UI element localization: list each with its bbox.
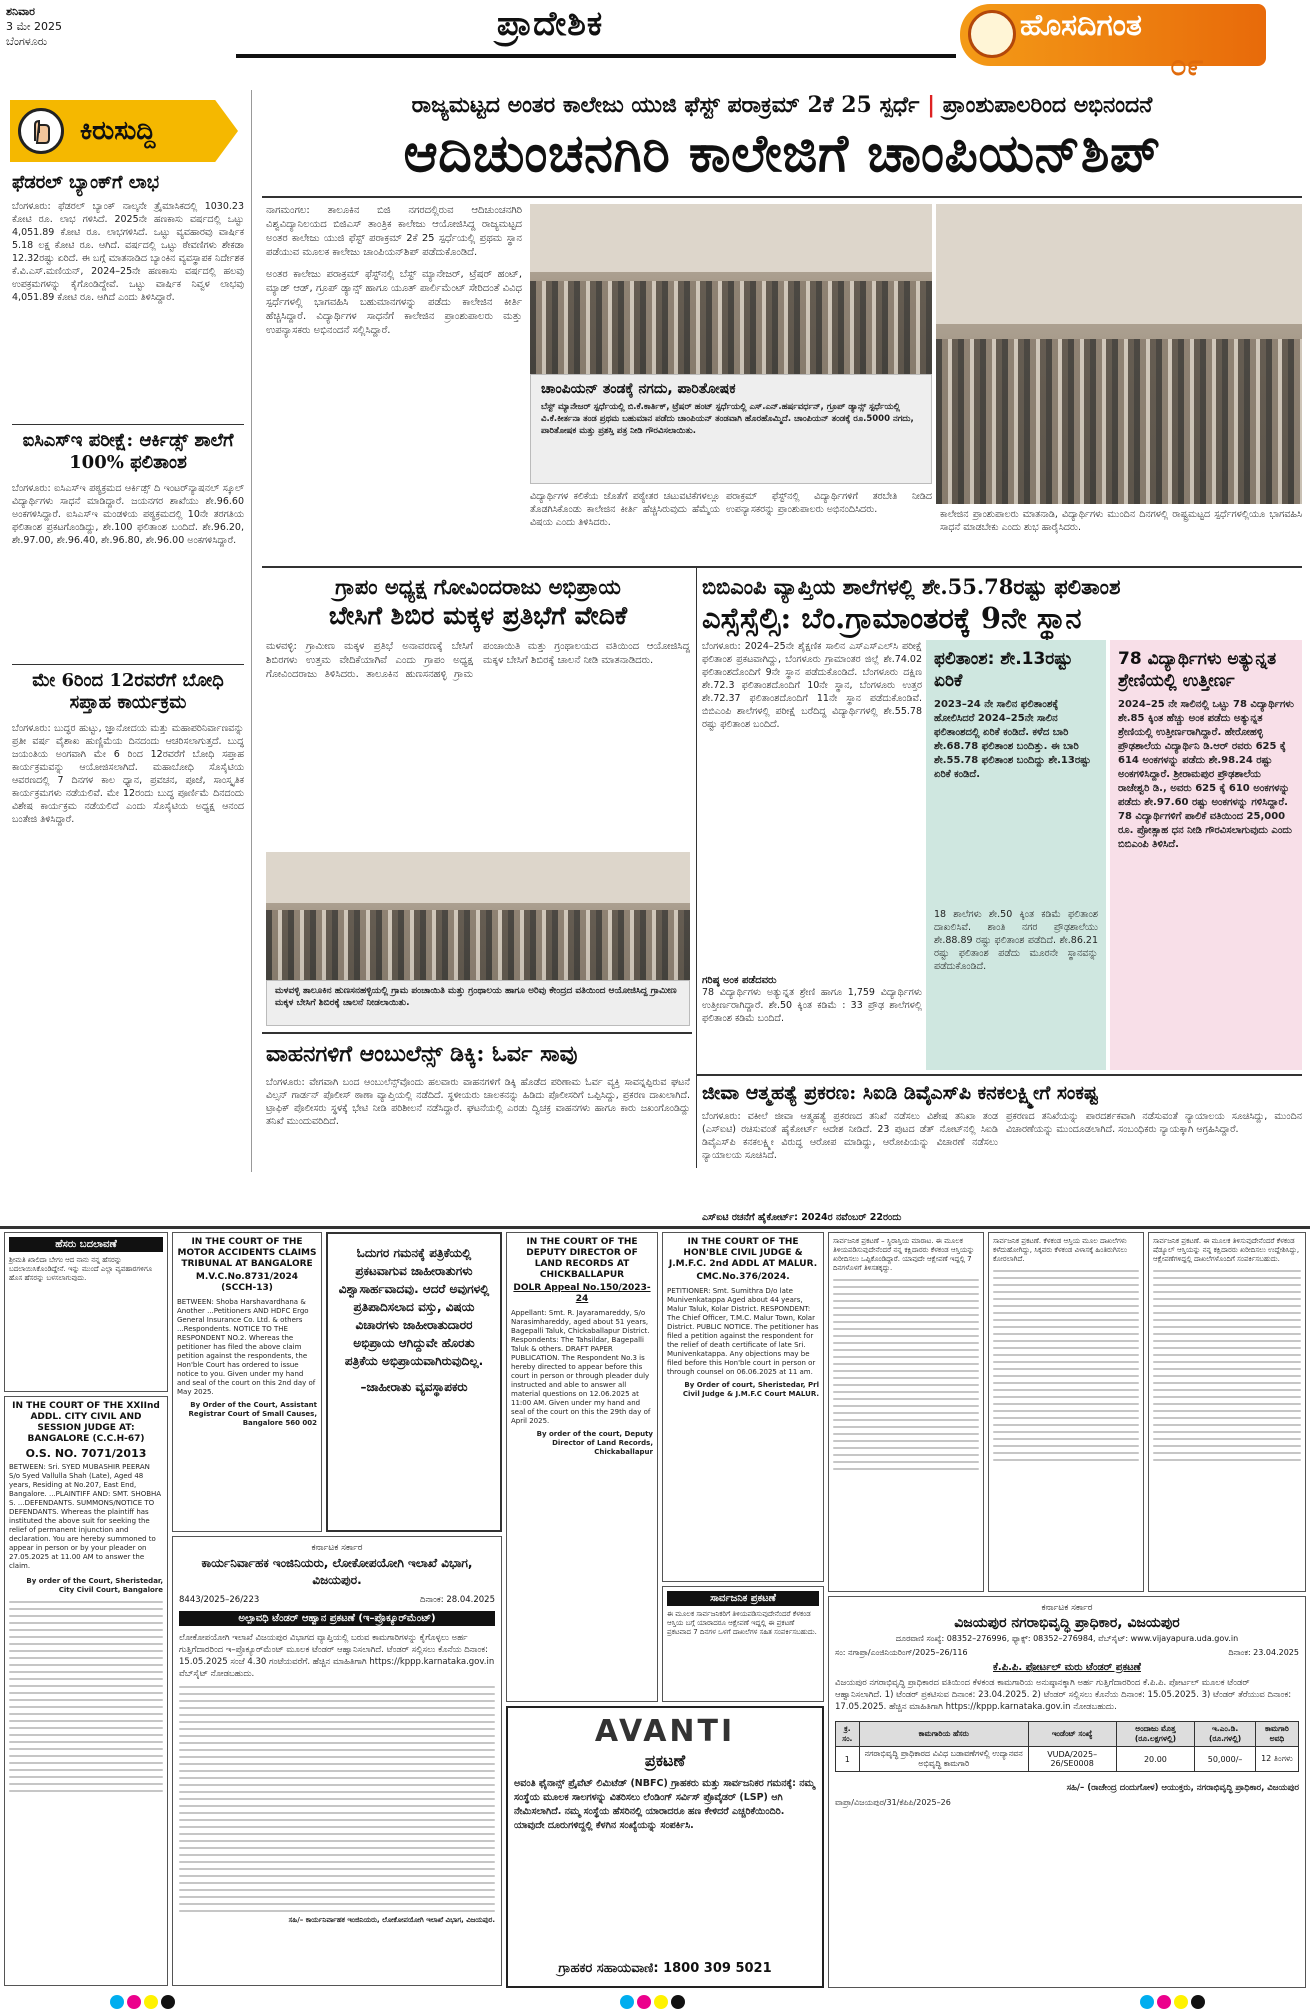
section-title: ಪ್ರಾದೇಶಿಕ bbox=[496, 4, 604, 44]
paper-logo-icon bbox=[968, 10, 1016, 58]
brief-body: ಬೆಂಗಳೂರು: ಬುದ್ಧರ ಹುಟ್ಟು, ಜ್ಞಾನೋದಯ ಮತ್ತು ಮಹಾಪರಿನಿರ್ವಾಣವನ್ನು ಪ್ರತೀ ವರ್ಷ ವೈಶಾಖ ಹುಣ್ಣಿಮೆಯ ದಿನದಂದು ಆಚರಿಸಲಾಗುತ್ತದೆ. ಬುದ್ಧ ಜಯಂತಿಯ ಅಂಗವಾಗಿ ಮೇ 6 ರಿಂದ 12ರವರೆಗೆ ಬೋಧಿ ಸಪ್ತಾಹ ಕಾರ್ಯಕ್ರಮವನ್ನು ಆಯೋಜಿಸಲಾಗಿದೆ. ಮಹಾಬೋಧಿ ಸೊಸೈಟಿಯ ಆವರಣದಲ್ಲಿ 7 ದಿನಗಳ ಕಾಲ ಧ್ಯಾನ, ಪ್ರವಚನ, ಪೂಜೆ, ಸಾಂಸ್ಕೃತಿಕ ಕಾರ್ಯಕ್ರಮಗಳು ನಡೆಯಲಿವೆ. ಮೇ 12ರಂದು ಬುದ್ಧ ಪೂರ್ಣಿಮೆ ದಿನದಂದು ವಿಶೇಷ ಕಾರ್ಯಕ್ರಮ ನಡೆಯಲಿದೆ ಎಂದು ಸೊಸೈಟಿಯ ಅಧ್ಯಕ್ಷ ಆನಂದ ಬಂತೇಜಿ ತಿಳಿಸಿದ್ದಾರೆ. bbox=[12, 723, 244, 825]
lead-body-3: ವಿದ್ಯಾರ್ಥಿಗಳ ಕಲಿಕೆಯ ಜೊತೆಗೆ ಪಠ್ಯೇತರ ಚಟುವಟಿಕೆಗಳಲ್ಲೂ ತೊಡಗಿಸಿಕೊಂಡು ಕಾಲೇಜಿನ ಕೀರ್ತಿ ಹೆಚ್ಚಿಸಿರುವುದು ಹೆಮ್ಮೆಯ ವಿಷಯ ಎಂದು ತಿಳಿಸಿದರು. bbox=[530, 491, 720, 528]
ad-body: PETITIONER: Smt. Sumithra D/o late Munivenkatappa Aged about 44 years, Malur Taluk, Kolar District. RESPONDENT: The Chief Officer, T.M.C. Malur Town, Kolar District. PUBLIC NOTICE. The petitioner has filed a petition against the respondent for the relief of death certificate of late Sri. Munivenkatappa. Any objections may be filed before this Hon'ble court in person or through counsel on 06.06.2025 at 11 am. bbox=[667, 1287, 819, 1376]
camp-headline-1: ಗ್ರಾಪಂ ಅಧ್ಯಕ್ಷ ಗೋವಿಂದರಾಜು ಅಭಿಪ್ರಾಯ bbox=[335, 574, 621, 599]
table-header: ಕ್ರ. ಸಂ. bbox=[836, 1722, 860, 1747]
ad-footer: ವಾಪ್ರಾ/ವಿಜಯಪುರ/31/ಕೆಪಿಪಿ/2025–26 bbox=[835, 1798, 951, 1807]
ad-public-notice bbox=[662, 1586, 824, 1702]
lead-photo-caption bbox=[530, 374, 932, 484]
divider bbox=[696, 568, 697, 1168]
helpline-number: 1800 309 5021 bbox=[663, 1961, 772, 1976]
table-cell: 1 bbox=[836, 1747, 860, 1772]
ad-gov: ಕರ್ನಾಟಕ ಸರ್ಕಾರ bbox=[1041, 1603, 1093, 1613]
table-cell: 20.00 bbox=[1116, 1747, 1195, 1772]
table-header: ಕಾಮಗಾರಿ ಅವಧಿ bbox=[1255, 1722, 1298, 1747]
dateline bbox=[6, 4, 236, 49]
ad-name-change bbox=[4, 1232, 168, 1392]
ad-phone: ದೂರವಾಣಿ ಸಂಖ್ಯೆ: 08352–276996, ಫ್ಯಾಕ್ಸ್: 08352–276984, ವೆಬ್‌ಸೈಟ್: www.vijayapura.uda.gov.in bbox=[895, 1634, 1239, 1643]
masthead bbox=[0, 0, 1310, 86]
ad-body: ಸಾರ್ವಜನಿಕ ಪ್ರಕಟಣೆ – ಸ್ಥಿರಾಸ್ತಿಯ ಮಾರಾಟ. ಈ ಮೂಲಕ ತಿಳಿಯಪಡಿಸುವುದೇನೆಂದರೆ ನನ್ನ ಕಕ್ಷಿದಾರರು ಕೆಳಕಂಡ ಆಸ್ತಿಯನ್ನು ಖರೀದಿಸಲು ಒಪ್ಪಿಕೊಂಡಿದ್ದಾರೆ. ಯಾವುದೇ ಆಕ್ಷೇಪಣೆ ಇದ್ದಲ್ಲಿ 7 ದಿನಗಳೊಳಗೆ ತಿಳಿಸತಕ್ಕದ್ದು. bbox=[833, 1237, 975, 1272]
brief-headline: ಫೆಡರಲ್ ಬ್ಯಾಂಕ್‌ಗೆ ಲಾಭ bbox=[12, 172, 160, 193]
ad-date: ದಿನಾಂಕ: 28.04.2025 bbox=[419, 1595, 495, 1605]
ad-body: ಈ ಮೂಲಕ ಸಾರ್ವಜನಿಕರಿಗೆ ತಿಳಿಯಪಡಿಸುವುದೇನೆಂದರೆ ಕೆಳಕಂಡ ಆಸ್ತಿಯ ಬಗ್ಗೆ ಯಾರಾದರೂ ಆಕ್ಷೇಪಣೆ ಇದ್ದಲ್ಲಿ ಈ ಪ್ರಕಟಣೆ ಪ್ರಕಟವಾದ 7 ದಿನಗಳ ಒಳಗೆ ದಾಖಲೆಗಳ ಸಹಿತ ಸಂಪರ್ಕಿಸಬಹುದು. bbox=[667, 1610, 817, 1636]
registration-marks bbox=[110, 1994, 190, 2010]
ad-reader-notice bbox=[326, 1232, 502, 1532]
lead-photo-2 bbox=[936, 204, 1302, 504]
ad-signoff: By order of the Court, Sheristedar, City Civil Court, Bangalore bbox=[26, 1577, 163, 1594]
ad-body: ಸಾರ್ವಜನಿಕ ಪ್ರಕಟಣೆ. ಕೆಳಕಂಡ ಆಸ್ತಿಯ ಮೂಲ ದಾಖಲೆಗಳು ಕಳೆದುಹೋಗಿದ್ದು, ಸಿಕ್ಕವರು ಕೆಳಕಂಡ ವಿಳಾಸಕ್ಕೆ ಹಿಂತಿರುಗಿಸಲು ಕೋರಲಾಗಿದೆ. bbox=[993, 1237, 1128, 1263]
bbmp-headline-block bbox=[702, 574, 1302, 636]
ad-malur bbox=[662, 1232, 824, 1582]
brief-item bbox=[12, 172, 244, 425]
table-cell: 50,000/– bbox=[1195, 1747, 1256, 1772]
result-green-title: ಫಲಿತಾಂಶ: ಶೇ.13ರಷ್ಟು ಏರಿಕೆ bbox=[934, 649, 1073, 691]
divider bbox=[696, 1074, 1302, 1076]
ad-title: ಪ್ರಕಟಣೆ bbox=[644, 1751, 686, 1770]
ad-title: IN THE COURT OF THE XXIInd ADDL. CITY CIVIL AND SESSION JUDGE AT: BANGALORE (C.C.H-67) bbox=[12, 1401, 160, 1444]
ad-body: ಅವಂತಿ ಫೈನಾನ್ಸ್ ಪ್ರೈವೆಟ್ ಲಿಮಿಟೆಡ್ (NBFC) ಗ್ರಾಹಕರು ಮತ್ತು ಸಾರ್ವಜನಿಕರ ಗಮನಕ್ಕೆ: ನಮ್ಮ ಸಂಸ್ಥೆಯ ಮೂಲಕ ಸಾಲಗಳನ್ನು ವಿತರಿಸಲು ಲೆಂಡಿಂಗ್ ಸರ್ವಿಸ್ ಪ್ರೊವೈಡರ್ (LSP) ಆಗಿ ನೇಮಿಸಲಾಗಿದೆ. ನಮ್ಮ ಸಂಸ್ಥೆಯ ಹೆಸರಿನಲ್ಲಿ ಯಾರಾದರೂ ಹಣ ಕೇಳಿದರೆ ಎಚ್ಚರಿಕೆಯಿಂದಿರಿ. ಯಾವುದೇ ದೂರುಗಳಿದ್ದಲ್ಲಿ ಕೆಳಗಿನ ಸಂಖ್ಯೆಯನ್ನು ಸಂಪರ್ಕಿಸಿ. bbox=[514, 1778, 815, 1831]
city-label: ಬೆಂಗಳೂರು bbox=[6, 35, 48, 48]
lead-body-4: ಪರಾಕ್ರಮ್ ಫೆಸ್ಟ್‌ನಲ್ಲಿ ವಿದ್ಯಾರ್ಥಿಗಳಿಗೆ ತರಬೇತಿ ನೀಡಿದ ಉಪನ್ಯಾಸಕರನ್ನು ಪ್ರಾಂಶುಪಾಲರು ಅಭಿನಂದಿಸಿದರು. bbox=[726, 491, 932, 515]
lead-body-text: ನಾಗಮಂಗಲ: ತಾಲೂಕಿನ ಬಿಜಿ ನಗರದಲ್ಲಿರುವ ಆದಿಚುಂಚನಗಿರಿ ವಿಶ್ವವಿದ್ಯಾನಿಲಯದ ಬಿಜಿಎಸ್ ತಾಂತ್ರಿಕ ಕಾಲೇಜು ಆಯೋಜಿಸಿದ್ದ ರಾಜ್ಯಮಟ್ಟದ ಅಂತರ ಕಾಲೇಜು ಯುಜಿ ಫೆಸ್ಟ್ ಪರಾಕ್ರಮ್ 2ಕೆ 25 ಸ್ಪರ್ಧೆಯಲ್ಲಿ ಪ್ರಥಮ ಸ್ಥಾನ ಪಡೆಯುವ ಮೂಲಕ ಕಾಲೇಜು ಚಾಂಪಿಯನ್‌ಶಿಪ್ ಪಡೆದುಕೊಂಡಿದೆ. bbox=[266, 205, 522, 258]
table-header-row bbox=[836, 1722, 1299, 1747]
ad-case: DOLR Appeal No.150/2023-24 bbox=[513, 1283, 651, 1304]
result-pink-body: 2024–25 ನೇ ಸಾಲಿನಲ್ಲಿ ಒಟ್ಟು 78 ವಿದ್ಯಾರ್ಥಿಗಳು ಶೇ.85 ಕ್ಕಿಂತ ಹೆಚ್ಚು ಅಂಕ ಪಡೆದು ಅತ್ಯುನ್ನತ ಶ್ರೇಣಿಯಲ್ಲಿ ಉತ್ತೀರ್ಣರಾಗಿದ್ದಾರೆ. ಹೇರೋಹಳ್ಳಿ ಪ್ರೌಢಶಾಲೆಯ ವಿದ್ಯಾರ್ಥಿನಿ ಡಿ.ಆರ್ ರವರು 625 ಕ್ಕೆ 614 ಅಂಕಗಳನ್ನು ಪಡೆದು ಶೇ.98.24 ರಷ್ಟು ಅಂಕಗಳಿಸಿದ್ದಾರೆ. ಶ್ರೀರಾಮಪುರ ಪ್ರೌಢಶಾಲೆಯ ರಾಜೇಶ್ವರಿ ಡಿ., ಅವರು 625 ಕ್ಕೆ 610 ಅಂಕಗಳನ್ನು ಪಡೆದು ಶೇ.97.60 ರಷ್ಟು ಅಂಕಗಳನ್ನು ಗಳಿಸಿದ್ದಾರೆ. 78 ವಿದ್ಯಾರ್ಥಿಗಳಿಗೆ ಪಾಲಿಕೆ ವತಿಯಿಂದ 25,000 ರೂ. ಪ್ರೋತ್ಸಾಹ ಧನ ನೀಡಿ ಗೌರವಿಸಲಾಗುವುದು ಎಂದು ಬಿಬಿಎಂಪಿ ತಿಳಿಸಿದೆ. bbox=[1118, 699, 1294, 850]
ad-ref: ಸಂ: ನಗಾಪ್ರಾ/ಎಂಜಿನಿಯರಿಂಗ್/2025–26/116 bbox=[835, 1648, 968, 1657]
table-cell: ನಗರಾಭಿವೃದ್ಧಿ ಪ್ರಾಧಿಕಾರದ ವಿವಿಧ ಬಡಾವಣೆಗಳಲ್ಲಿ ಉದ್ಯಾನವನ ಅಭಿವೃದ್ಧಿ ಕಾಮಗಾರಿ bbox=[859, 1747, 1028, 1772]
avanti-logo: AVANTI bbox=[594, 1714, 736, 1749]
bbmp-body-2: 78 ವಿದ್ಯಾರ್ಥಿಗಳು ಅತ್ಯುನ್ನತ ಶ್ರೇಣಿ ಹಾಗೂ 1,759 ವಿದ್ಯಾರ್ಥಿಗಳು ಉತ್ತೀರ್ಣರಾಗಿದ್ದಾರೆ. ಶೇ.50 ಕ್ಕಿಂತ ಕಡಿಮೆ : 33 ಪ್ರೌಢ ಶಾಲೆಗಳಲ್ಲಿ ಫಲಿತಾಂಶ ಕಡಿಮೆ ಬಂದಿದೆ. bbox=[702, 987, 922, 1024]
ad-body: Appellant: Smt. R. Jayaramareddy, S/o Narasimhareddy, aged about 51 years, Bagepalli Taluk, Chickaballapur District. Respondents: The Tahsildar, Bagepalli Taluk & others. DRAFT PAPER PUBLICATION. The Respondent No.3 is hereby directed to appear before this court in person or through pleader duly instructed and able to answer all material questions on 12.06.2025 at 11:00 AM. Given under my hand and seal of the court on this the 29th day of April 2025. bbox=[511, 1309, 651, 1425]
bbmp-headline-2: ಎಸ್ಸೆಸ್ಸೆಲ್ಸಿ: ಬೆಂ.ಗ್ರಾಮಾಂತರಕ್ಕೆ 9ನೇ ಸ್ಥಾನ bbox=[702, 601, 1082, 635]
brief-item bbox=[12, 430, 244, 677]
notice-text: ಓದುಗರ ಗಮನಕ್ಕೆ ಪತ್ರಿಕೆಯಲ್ಲಿ ಪ್ರಕಟವಾಗುವ ಜಾಹೀರಾತುಗಳು ವಿಶ್ವಾಸಾರ್ಹವಾದವು. ಆದರೆ ಅವುಗಳಲ್ಲಿ ಪ್ರತಿಪಾದಿಸಲಾದ ವಸ್ತು, ವಿಷಯ ವಿಚಾರಗಳು ಜಾಹೀರಾತುದಾರರ ಅಭಿಪ್ರಾಯ ಆಗಿದ್ದುವೇ ಹೊರತು ಪತ್ರಿಕೆಯ ಅಭಿಪ್ರಾಯವಾಗಿರುವುದಿಲ್ಲ. bbox=[338, 1246, 490, 1368]
divider bbox=[0, 1226, 1310, 1229]
caption-text: ಬೆಸ್ಟ್ ಮ್ಯಾನೇಜರ್ ಸ್ಪರ್ಧೆಯಲ್ಲಿ ಬಿ.ಕೆ.ಕಾರ್ತಿಕ್, ಟ್ರೆಷರ್ ಹಂಟ್ ಸ್ಪರ್ಧೆಯಲ್ಲಿ ಎಸ್.ಎನ್.ಹರ್ಷವರ್ಧನ್, ಗ್ರೂಪ್ ಡ್ಯಾನ್ಸ್ ಸ್ಪರ್ಧೆಯಲ್ಲಿ ವಿ.ಕೆ.ಕೀರ್ತನಾ ತಂಡ ಪ್ರಥಮ ಬಹುಮಾನ ಪಡೆದು ಚಾಂಪಿಯನ್ ತಂಡವಾಗಿ ಹೊರಹೊಮ್ಮಿದೆ. ಚಾಂಪಿಯನ್ ತಂಡಕ್ಕೆ ರೂ.5000 ನಗದು, ಪಾರಿತೋಷಕ ಮತ್ತು ಪ್ರಶಸ್ತಿ ಪತ್ರ ನೀಡಿ ಗೌರವಿಸಲಾಯಿತು. bbox=[541, 402, 914, 436]
divider bbox=[262, 1032, 692, 1034]
bbmp-headline-1: ಬಿಬಿಎಂಪಿ ವ್ಯಾಪ್ತಿಯ ಶಾಲೆಗಳಲ್ಲಿ ಶೇ.55.78ರಷ್ಟು ಫಲಿತಾಂಶ bbox=[702, 574, 1121, 599]
table-row bbox=[836, 1747, 1299, 1772]
brief-body: ಬೆಂಗಳೂರು: ಫೆಡರಲ್ ಬ್ಯಾಂಕ್ ನಾಲ್ಕನೇ ತ್ರೈಮಾಸಿಕದಲ್ಲಿ 1030.23 ಕೋಟಿ ರೂ. ಲಾಭ ಗಳಿಸಿದೆ. 2025ನೇ ಹಣಕಾಸು ವರ್ಷದಲ್ಲಿ ಒಟ್ಟು 4,051.89 ಕೋಟಿ ರೂ. ಲಾಭಗಳಿಸಿದೆ. ಒಟ್ಟು ವ್ಯವಹಾರವು ವಾರ್ಷಿಕ 5.18 ಲಕ್ಷ ಕೋಟಿ ರೂ. ಆಗಿದೆ. ವರ್ಷದಲ್ಲಿ ಒಟ್ಟು ಠೇವಣಿಗಳು ಶೇಕಡಾ 12.32ರಷ್ಟು ಏರಿದೆ. ಈ ಬಗ್ಗೆ ಮಾತನಾಡಿದ ಬ್ಯಾಂಕಿನ ವ್ಯವಸ್ಥಾಪಕ ನಿರ್ದೇಶಕ ಕೆ.ವಿ.ಎಸ್.ಮಣಿಯನ್, 2024–25ನೇ ಹಣಕಾಸು ವರ್ಷದಲ್ಲಿ ಹಲವು ಉಪಕ್ರಮಗಳನ್ನು ಕೈಗೊಂಡಿದ್ದೇವೆ. ಒಟ್ಟು ವಾರ್ಷಿಕ ನಿವ್ವಳ ಲಾಭವು 4,051.89 ಕೋಟಿ ರೂ. ಆಗಿದೆ ಎಂದು ತಿಳಿಸಿದ್ದಾರೆ. bbox=[12, 201, 244, 303]
ad-body: ಲೋಕೋಪಯೋಗಿ ಇಲಾಖೆ ವಿಜಯಪುರ ವಿಭಾಗದ ವ್ಯಾಪ್ತಿಯಲ್ಲಿ ಬರುವ ಕಾಮಗಾರಿಗಳನ್ನು ಕೈಗೊಳ್ಳಲು ಅರ್ಹ ಗುತ್ತಿಗೆದಾರರಿಂದ ಇ–ಪ್ರೊಕ್ಯೂರ್‌ಮೆಂಟ್ ಮೂಲಕ ಟೆಂಡರ್ ಆಹ್ವಾನಿಸಲಾಗಿದೆ. ಟೆಂಡರ್ ಸಲ್ಲಿಸಲು ಕೊನೆಯ ದಿನಾಂಕ: 15.05.2025 ಸಂಜೆ 4.30 ಗಂಟೆಯವರೆಗೆ. ಹೆಚ್ಚಿನ ಮಾಹಿತಿಗಾಗಿ https://kppp.karnataka.gov.in ವೆಬ್‌ಸೈಟ್ ನೋಡಬಹುದು. bbox=[179, 1633, 495, 1679]
ad-pwd-tender bbox=[172, 1536, 502, 1986]
cid-body-1: ಬೆಂಗಳೂರು: ವಕೀಲೆ ಜೀವಾ ಆತ್ಮಹತ್ಯೆ ಪ್ರಕರಣದ ತನಿಖೆ ನಡೆಸಲು ವಿಶೇಷ ತನಿಖಾ ತಂಡ (ಎಸ್ಐಟಿ) ರಚಿಸುವಂತೆ ಹೈಕೋರ್ಟ್ ಆದೇಶ ನೀಡಿದೆ. 23 ಪುಟದ ಡೆತ್ ನೋಟ್‌ನಲ್ಲಿ ಸಿಐಡಿ ಡಿವೈಎಸ್‌ಪಿ ಕನಕಲಕ್ಷ್ಮೀ ವಿರುದ್ಧ ಆರೋಪ ಮಾಡಿದ್ದು, ಆರೋಪಿಯನ್ನು ವಿಚಾರಣೆ ನಡೆಸಲು ನ್ಯಾಯಾಲಯ ಸೂಚಿಸಿದೆ. bbox=[702, 1111, 998, 1161]
brief-headline: ಮೇ 6ರಿಂದ 12ರವರೆಗೆ ಬೋಧಿ ಸಪ್ತಾಹ ಕಾರ್ಯಕ್ರಮ bbox=[32, 670, 224, 713]
ad-body: BETWEEN: Shoba Harshavardhana & Another ...Petitioners AND HDFC Ergo General Insurance Co. Ltd. & others ...Respondents. NOTICE TO THE RESPONDENT NO.2. Whereas the petitioner has filed the above claim petition against the respondents, the Hon'ble Court has ordered to issue notice to you. Given under my hand and seal of the court on this 2nd day of May 2025. bbox=[177, 1298, 316, 1396]
page-number: ೦೯ bbox=[1170, 48, 1204, 83]
ad-ref-row bbox=[179, 1595, 495, 1605]
result-box-pink bbox=[1110, 640, 1302, 1070]
result-green-body: 2023–24 ನೇ ಸಾಲಿನ ಫಲಿತಾಂಶಕ್ಕೆ ಹೋಲಿಸಿದರೆ 2024–25ನೇ ಸಾಲಿನ ಫಲಿತಾಂಶದಲ್ಲಿ ಏರಿಕೆ ಕಂಡಿದೆ. ಕಳೆದ ಬಾರಿ ಶೇ.68.78 ಫಲಿತಾಂಶ ಬಂದಿತ್ತು. ಈ ಬಾರಿ ಶೇ.55.78 ಫಲಿತಾಂಶ ಬಂದಿದ್ದು ಶೇ.13ರಷ್ಟು ಏರಿಕೆ ಕಂಡಿದೆ. bbox=[934, 699, 1091, 780]
notice-sign: –ಜಾಹೀರಾತು ವ್ಯವಸ್ಥಾಪಕರು bbox=[360, 1380, 468, 1394]
caption-text: ಮಳವಳ್ಳಿ ತಾಲೂಕಿನ ಹುಣಸನಹಳ್ಳಿಯಲ್ಲಿ ಗ್ರಾಮ ಪಂಚಾಯಿತಿ ಮತ್ತು ಗ್ರಂಥಾಲಯ ಹಾಗೂ ಅರಿವು ಕೇಂದ್ರದ ವತಿಯಿಂದ ಆಯೋಜಿಸಿದ್ದ ಗ್ರಾಮೀಣ ಮಕ್ಕಳ ಬೇಸಿಗೆ ಶಿಬಿರಕ್ಕೆ ಚಾಲನೆ ನೀಡಲಾಯಿತು. bbox=[275, 986, 677, 1008]
lead-photo-1 bbox=[530, 204, 932, 374]
ad-property-1 bbox=[828, 1232, 984, 1592]
divider bbox=[262, 196, 1302, 198]
camp-photo-caption bbox=[266, 980, 690, 1026]
bbmp-sub bbox=[702, 975, 922, 1046]
day-label: ಶನಿವಾರ bbox=[6, 5, 35, 18]
paper-name: ಹೊಸದಿಗಂತ bbox=[1020, 8, 1142, 43]
ad-body: ಸಾರ್ವಜನಿಕ ಪ್ರಕಟಣೆ. ಈ ಮೂಲಕ ತಿಳಿಸುವುದೇನೆಂದರೆ ಕೆಳಕಂಡ ಷೆಡ್ಯೂಲ್ ಆಸ್ತಿಯನ್ನು ನನ್ನ ಕಕ್ಷಿದಾರರು ಖರೀದಿಸಲು ಉದ್ದೇಶಿಸಿದ್ದು, ಆಕ್ಷೇಪಣೆಗಳಿದ್ದಲ್ಲಿ ದಾಖಲೆಗಳೊಂದಿಗೆ ಸಂಪರ್ಕಿಸಬಹುದು. bbox=[1153, 1237, 1300, 1263]
ad-dolr bbox=[506, 1232, 658, 1702]
ad-signoff: By Order of the Court, Assistant Registrar Court of Small Causes, Bangalore 560 002 bbox=[188, 1401, 317, 1427]
ad-notice-head: ಅಲ್ಪಾವಧಿ ಟೆಂಡರ್ ಆಹ್ವಾನ ಪ್ರಕಟಣೆ (ಇ–ಪ್ರೊಕ್ಯೂರ್‌ಮೆಂಟ್) bbox=[179, 1611, 495, 1626]
camp-headline-block bbox=[266, 574, 690, 632]
brief-item bbox=[12, 670, 244, 1142]
lead-kicker: ರಾಜ್ಯಮಟ್ಟದ ಅಂತರ ಕಾಲೇಜು ಯುಜಿ ಫೆಸ್ಟ್ ಪರಾಕ್ರಮ್ 2ಕೆ 25 ಸ್ಪರ್ಧೆ | ಪ್ರಾಂಶುಪಾಲರಿಂದ ಅಭಿನಂದನೆ bbox=[411, 92, 1153, 118]
accident-headline: ವಾಹನಗಳಿಗೆ ಆಂಬುಲೆನ್ಸ್ ಡಿಕ್ಕಿ: ಓರ್ವ ಸಾವು bbox=[266, 1041, 578, 1067]
ad-body: ವಿಜಯಪುರ ನಗರಾಭಿವೃದ್ಧಿ ಪ್ರಾಧಿಕಾರದ ವತಿಯಿಂದ ಕೆಳಕಂಡ ಕಾಮಗಾರಿಯ ಅನುಷ್ಠಾನಕ್ಕಾಗಿ ಅರ್ಹ ಗುತ್ತಿಗೆದಾರರಿಂದ ಕೆ.ಪಿ.ಪಿ. ಪೋರ್ಟಲ್ ಮೂಲಕ ಟೆಂಡರ್ ಆಹ್ವಾನಿಸಲಾಗಿದೆ. 1) ಟೆಂಡರ್ ಪ್ರಕಟಿಸುವ ದಿನಾಂಕ: 23.04.2025. 2) ಟೆಂಡರ್ ಸಲ್ಲಿಸಲು ಕೊನೆಯ ದಿನಾಂಕ: 15.05.2025. 3) ಟೆಂಡರ್ ತೆರೆಯುವ ದಿನಾಂಕ: 17.05.2025. ಹೆಚ್ಚಿನ ಮಾಹಿತಿಗಾಗಿ https://kppp.karnataka.gov.in ನೋಡಬಹುದು. bbox=[835, 1678, 1292, 1712]
section-rule bbox=[236, 54, 956, 58]
ad-uda-tender bbox=[828, 1596, 1306, 1988]
brief-headline: ಐಸಿಎಸ್‌ಇ ಪರೀಕ್ಷೆ: ಆರ್ಕಿಡ್ಸ್ ಶಾಲೆಗೆ 100% ಫಲಿತಾಂಶ bbox=[22, 430, 234, 473]
ad-property-2 bbox=[988, 1232, 1144, 1592]
ad-case: M.V.C.No.8731/2024 (SCCH-13) bbox=[195, 1272, 299, 1293]
bbmp-body: ಬೆಂಗಳೂರು: 2024–25ನೇ ಶೈಕ್ಷಣಿಕ ಸಾಲಿನ ಎಸ್ಎಸ್ಎಲ್‌ಸಿ ಪರೀಕ್ಷೆ ಫಲಿತಾಂಶ ಪ್ರಕಟವಾಗಿದ್ದು, ಬೆಂಗಳೂರು ಗ್ರಾಮಾಂತರ ಜಿಲ್ಲೆ ಶೇ.74.02 ಫಲಿತಾಂಶದೊಂದಿಗೆ 9ನೇ ಸ್ಥಾನ ಪಡೆದುಕೊಂಡಿದೆ. ಬೆಂಗಳೂರು ದಕ್ಷಿಣ ಶೇ.72.3 ಫಲಿತಾಂಶದೊಂದಿಗೆ 10ನೇ ಸ್ಥಾನ, ಬೆಂಗಳೂರು ಉತ್ತರ ಶೇ.72.37 ಫಲಿತಾಂಶದೊಂದಿಗೆ 11ನೇ ಸ್ಥಾನ ಪಡೆದುಕೊಂಡಿವೆ. ಬಿಬಿಎಂಪಿ ಶಾಲೆಗಳಲ್ಲಿ ಪರೀಕ್ಷೆ ಬರೆದಿದ್ದ ವಿದ್ಯಾರ್ಥಿಗಳಲ್ಲಿ ಶೇ.55.78 ರಷ್ಟು ಫಲಿತಾಂಶ ಬಂದಿದೆ. bbox=[702, 641, 922, 730]
camp-body: ಮಳವಳ್ಳಿ: ಗ್ರಾಮೀಣ ಮಕ್ಕಳ ಪ್ರತಿಭೆ ಅನಾವರಣಕ್ಕೆ ಬೇಸಿಗೆ ಶಿಬಿರಗಳು ಉತ್ತಮ ವೇದಿಕೆಯಾಗಿವೆ ಎಂದು ಗ್ರಾಪಂ ಅಧ್ಯಕ್ಷ ಗೋವಿಂದರಾಜು ತಿಳಿಸಿದರು. ತಾಲೂಕಿನ ಹುಣಸನಹಳ್ಳಿ ಗ್ರಾಮ ಪಂಚಾಯಿತಿ ಮತ್ತು ಗ್ರಂಥಾಲಯದ ವತಿಯಿಂದ ಆಯೋಜಿಸಿದ್ದ ಮಕ್ಕಳ ಬೇಸಿಗೆ ಶಿಬಿರಕ್ಕೆ ಚಾಲನೆ ನೀಡಿ ಮಾತನಾಡಿದರು. bbox=[266, 641, 690, 680]
ad-property-3 bbox=[1148, 1232, 1306, 1592]
result-box-green bbox=[926, 640, 1106, 1070]
lead-kicker-1: ರಾಜ್ಯಮಟ್ಟದ ಅಂತರ ಕಾಲೇಜು ಯುಜಿ ಫೆಸ್ಟ್ ಪರಾಕ್ರಮ್ 2ಕೆ 25 ಸ್ಪರ್ಧೆ bbox=[411, 92, 920, 118]
bbmp-subtitle: ಗರಿಷ್ಠ ಅಂಕ ಪಡೆದವರು bbox=[702, 975, 777, 986]
ad-title: IN THE COURT OF THE MOTOR ACCIDENTS CLAIMS TRIBUNAL AT BANGALORE bbox=[177, 1237, 317, 1269]
tender-table bbox=[835, 1721, 1299, 1772]
lead-body-text: ಅಂತರ ಕಾಲೇಜು ಪರಾಕ್ರಮ್ ಫೆಸ್ಟ್‌ನಲ್ಲಿ ಬೆಸ್ಟ್ ಮ್ಯಾನೇಜರ್, ಟ್ರೆಷರ್ ಹಂಟ್, ಮ್ಯಾಡ್ ಆಡ್, ಗ್ರೂಪ್ ಡ್ಯಾನ್ಸ್ ಹಾಗೂ ಯೂತ್ ಪಾರ್ಲಿಮೆಂಟ್ ಸೇರಿದಂತೆ ವಿವಿಧ ಸ್ಪರ್ಧೆಗಳಲ್ಲಿ ಭಾಗವಹಿಸಿ ಬಹುಮಾನಗಳನ್ನು ಪಡೆದು ಕಾಲೇಜಿನ ಕೀರ್ತಿ ಹೆಚ್ಚಿಸಿದ್ದಾರೆ. ವಿದ್ಯಾರ್ಥಿಗಳ ಸಾಧನೆಗೆ ಕಾಲೇಜಿನ ಪ್ರಾಂಶುಪಾಲರು ಮತ್ತು ಉಪನ್ಯಾಸಕರು ಅಭಿನಂದನೆ ಸಲ್ಲಿಸಿದ್ದಾರೆ. bbox=[266, 269, 522, 336]
ad-signoff: By order of the court, Deputy Director of Land Records, Chickaballapur bbox=[536, 1430, 653, 1456]
avanti-helpline-row bbox=[514, 1961, 816, 1976]
ad-body: ಶ್ರೀಮತಿ ಖಾಲಿದಾ ಬೇಗಂ ಆದ ನಾನು ನನ್ನ ಹೆಸರನ್ನು ಬದಲಾಯಿಸಿಕೊಂಡಿದ್ದೇನೆ. ಇನ್ನು ಮುಂದೆ ಎಲ್ಲಾ ವ್ಯವಹಾರಗಳಿಗೂ ಹೊಸ ಹೆಸರನ್ನು ಬಳಸಲಾಗುವುದು. bbox=[9, 1256, 153, 1282]
result-pink-title: 78 ವಿದ್ಯಾರ್ಥಿಗಳು ಅತ್ಯುನ್ನತ ಶ್ರೇಣಿಯಲ್ಲಿ ಉತ್ತೀರ್ಣ bbox=[1118, 649, 1277, 691]
briefs-label: ಕಿರುಸುದ್ದಿ bbox=[80, 116, 156, 146]
registration-marks bbox=[1140, 1994, 1220, 2010]
table-header: ಕಾಮಗಾರಿಯ ಹೆಸರು bbox=[859, 1722, 1028, 1747]
ad-title: ಕಾರ್ಯನಿರ್ವಾಹಕ ಇಂಜಿನಿಯರು, ಲೋಕೋಪಯೋಗಿ ಇಲಾಖೆ ವಿಭಾಗ, ವಿಜಯಪುರ. bbox=[201, 1556, 473, 1587]
ad-signoff: By Order of court, Sheristedar, Prl Civil Judge & J.M.F.C Court MALUR. bbox=[682, 1381, 819, 1398]
cid-body-2: ಪ್ರಕರಣದ ತನಿಖೆಯನ್ನು ಪಾರದರ್ಶಕವಾಗಿ ನಡೆಸುವಂತೆ ನ್ಯಾಯಾಲಯ ಸೂಚಿಸಿದ್ದು, ಮುಂದಿನ ವಿಚಾರಣೆಯನ್ನು ಮುಂದೂಡಲಾಗಿದೆ. ಸಂಬಂಧಿಕರು ನ್ಯಾಯಕ್ಕಾಗಿ ಆಗ್ರಹಿಸಿದ್ದಾರೆ. bbox=[1006, 1111, 1302, 1135]
divider bbox=[12, 424, 244, 425]
ad-avanti bbox=[506, 1706, 824, 1988]
ad-date: ದಿನಾಂಕ: 23.04.2025 bbox=[1228, 1648, 1299, 1657]
date-label: 3 ಮೇ 2025 bbox=[6, 20, 63, 33]
camp-photo bbox=[266, 852, 690, 980]
cid-headline: ಜೀವಾ ಆತ್ಮಹತ್ಯೆ ಪ್ರಕರಣ: ಸಿಐಡಿ ಡಿವೈಎಸ್‌ಪಿ ಕನಕಲಕ್ಷ್ಮೀಗೆ ಸಂಕಷ್ಟ bbox=[702, 1082, 1099, 1104]
cid-footer-line: ಎಸ್ಐಟಿ ರಚನೆಗೆ ಹೈಕೋರ್ಟ್: 2024ರ ನವೆಂಬರ್ 22ರಂದು bbox=[702, 1212, 902, 1223]
table-cell: 12 ತಿಂಗಳು bbox=[1255, 1747, 1298, 1772]
ad-city-civil-court bbox=[4, 1396, 168, 1986]
table-header: ಅಂದಾಜು ಮೊತ್ತ (ರೂ.ಲಕ್ಷಗಳಲ್ಲಿ) bbox=[1116, 1722, 1195, 1747]
divider bbox=[12, 664, 244, 665]
ad-case: O.S. NO. 7071/2013 bbox=[25, 1447, 147, 1460]
ad-title: IN THE COURT OF THE DEPUTY DIRECTOR OF LAND RECORDS AT CHICKBALLAPUR bbox=[526, 1237, 638, 1280]
helpline-label: ಗ್ರಾಹಕರ ಸಹಾಯವಾಣಿ: bbox=[558, 1961, 659, 1976]
ad-gov: ಕರ್ನಾಟಕ ಸರ್ಕಾರ bbox=[311, 1543, 363, 1553]
ad-title: ಹೆಸರು ಬದಲಾವಣೆ bbox=[9, 1237, 163, 1252]
lead-body-5: ಕಾಲೇಜಿನ ಪ್ರಾಂಶುಪಾಲರು ಮಾತನಾಡಿ, ವಿದ್ಯಾರ್ಥಿಗಳು ಮುಂದಿನ ದಿನಗಳಲ್ಲಿ ರಾಷ್ಟ್ರಮಟ್ಟದ ಸ್ಪರ್ಧೆಗಳಲ್ಲಿಯೂ ಭಾಗವಹಿಸಿ ಸಾಧನೆ ಮಾಡಬೇಕು ಎಂದು ಶುಭ ಹಾರೈಸಿದರು. bbox=[940, 509, 1302, 533]
ad-title: IN THE COURT OF THE HON'BLE CIVIL JUDGE & J.M.F.C. 2nd ADDL AT MALUR. bbox=[668, 1237, 818, 1269]
result-green-body-2: 18 ಶಾಲೆಗಳು ಶೇ.50 ಕ್ಕಿಂತ ಕಡಿಮೆ ಫಲಿತಾಂಶ ದಾಖಲಿಸಿವೆ. ಶಾಂತಿ ನಗರ ಪ್ರೌಢಶಾಲೆಯು ಶೇ.88.89 ರಷ್ಟು ಫಲಿತಾಂಶ ಪಡೆದಿದೆ. ಶೇ.86.21 ರಷ್ಟು ಫಲಿತಾಂಶ ಪಡೆದು ಮೂರನೇ ಸ್ಥಾನವನ್ನು ಪಡೆದುಕೊಂಡಿದೆ. bbox=[934, 909, 1098, 972]
table-header: ಇ.ಎಂ.ಡಿ. (ರೂ.ಗಳಲ್ಲಿ) bbox=[1195, 1722, 1256, 1747]
ad-case: CMC.No.376/2024. bbox=[696, 1272, 790, 1282]
ad-signoff: ಸಹಿ/– (ರಾಜೇಂದ್ರ ದಂದುಗೋಳ) ಆಯುಕ್ತರು, ನಗರಾಭಿವೃದ್ಧಿ ಪ್ರಾಧಿಕಾರ, ವಿಜಯಪುರ bbox=[1066, 1783, 1299, 1793]
ad-body: BETWEEN: Sri. SYED MUBASHIR PEERAN S/o Syed Vallulla Shah (Late), Aged 48 years, Residing at No.207, East End, Bangalore. ...PLAINTIFF AND: SMT. SHOBHA S. ...DEFENDANTS. SUMMONS/NOTICE TO DEFENDANTS. Whereas the plaintiff has instituted the above suit for seeking the relief of permanent injunction and declaration. You are hereby summoned to appear in person or by your pleader on 27.05.2025 at 11.00 AM to answer the claim. bbox=[9, 1463, 162, 1570]
lead-headline: ಆದಿಚುಂಚನಗಿರಿ ಕಾಲೇಜಿಗೆ ಚಾಂಪಿಯನ್‌ಶಿಪ್ bbox=[403, 124, 1161, 184]
ad-notice-head: ಕೆ.ಪಿ.ಪಿ. ಪೋರ್ಟಲ್ ಮರು ಟೆಂಡರ್ ಪ್ರಕಟಣೆ bbox=[993, 1662, 1141, 1673]
caption-title: ಚಾಂಪಿಯನ್ ತಂಡಕ್ಕೆ ನಗದು, ಪಾರಿತೋಷಕ bbox=[541, 381, 736, 397]
divider bbox=[262, 566, 1302, 568]
lead-kicker-2: ಪ್ರಾಂಶುಪಾಲರಿಂದ ಅಭಿನಂದನೆ bbox=[942, 92, 1153, 118]
table-header: ಇಂಡೆಂಟ್ ಸಂಖ್ಯೆ bbox=[1028, 1722, 1116, 1747]
hand-pointer-icon bbox=[18, 108, 64, 154]
ad-ref: 8443/2025–26/223 bbox=[179, 1595, 260, 1605]
ad-title: ಸಾರ್ವಜನಿಕ ಪ್ರಕಟಣೆ bbox=[667, 1591, 819, 1606]
accident-body: ಬೆಂಗಳೂರು: ವೇಗವಾಗಿ ಬಂದ ಆಂಬುಲೆನ್ಸ್‌ವೊಂದು ಹಲವಾರು ವಾಹನಗಳಿಗೆ ಡಿಕ್ಕಿ ಹೊಡೆದ ಪರಿಣಾಮ ಓರ್ವ ವ್ಯಕ್ತಿ ಸಾವನ್ನಪ್ಪಿರುವ ಘಟನೆ ವಿಲ್ಸನ್ ಗಾರ್ಡನ್ ಪೊಲೀಸ್ ಠಾಣಾ ವ್ಯಾಪ್ತಿಯಲ್ಲಿ ನಡೆದಿದೆ. ಸ್ಥಳೀಯರು ಚಾಲಕನನ್ನು ಹಿಡಿದು ಪೊಲೀಸರಿಗೆ ಒಪ್ಪಿಸಿದ್ದು, ಪ್ರಕರಣ ದಾಖಲಾಗಿದೆ. ಟ್ರಾಫಿಕ್ ಪೊಲೀಸರು ಸ್ಥಳಕ್ಕೆ ಭೇಟಿ ನೀಡಿ ಪರಿಶೀಲನೆ ನಡೆಸಿದ್ದಾರೆ. ಘಟನೆಯಲ್ಲಿ ಎರಡು ದ್ವಿಚಕ್ರ ವಾಹನಗಳು ಹಾಗೂ ಕಾರು ಜಖಂಗೊಂಡಿದ್ದು ತನಿಖೆ ಮುಂದುವರಿದಿದೆ. bbox=[266, 1077, 690, 1127]
ad-title: ವಿಜಯಪುರ ನಗರಾಭಿವೃದ್ಧಿ ಪ್ರಾಧಿಕಾರ, ವಿಜಯಪುರ bbox=[954, 1615, 1180, 1631]
lead-body-1 bbox=[266, 204, 522, 559]
table-cell: VUDA/2025–26/SE0008 bbox=[1028, 1747, 1116, 1772]
ad-signoff: ಸಹಿ/– ಕಾರ್ಯನಿರ್ವಾಹಕ ಇಂಜಿನಿಯರು, ಲೋಕೋಪಯೋಗಿ ಇಲಾಖೆ ವಿಭಾಗ, ವಿಜಯಪುರ. bbox=[288, 1916, 495, 1924]
ad-ref-row bbox=[835, 1648, 1299, 1658]
registration-marks bbox=[620, 1994, 700, 2010]
brief-body: ಬೆಂಗಳೂರು: ಐಸಿಎಸ್‌ಇ ಪಠ್ಯಕ್ರಮದ ಆರ್ಕಿಡ್ಸ್ ದಿ ಇಂಟರ್‌ನ್ಯಾಷನಲ್ ಸ್ಕೂಲ್ ವಿದ್ಯಾರ್ಥಿಗಳು ಸಾಧನೆ ಮಾಡಿದ್ದಾರೆ. ಜಯನಗರ ಶಾಖೆಯು ಶೇ.96.60 ಅಂಕಗಳಿಸಿದ್ದಾರೆ. ಐಸಿಎಸ್‌ಇ ಮಂಡಳಿಯ ಪಠ್ಯಕ್ರಮದಲ್ಲಿ 10ನೇ ತರಗತಿಯ ಫಲಿತಾಂಶ ಪ್ರಕಟಗೊಂಡಿದ್ದು, ಶೇ.100 ಫಲಿತಾಂಶ ಬಂದಿದೆ. ಶೇ.96.20, ಶೇ.97.00, ಶೇ.96.40, ಶೇ.96.80, ಶೇ.96.00 ಅಂಕಗಳಿಸಿದ್ದಾರೆ. bbox=[12, 483, 244, 546]
camp-headline-2: ಬೇಸಿಗೆ ಶಿಬಿರ ಮಕ್ಕಳ ಪ್ರತಿಭೆಗೆ ವೇದಿಕೆ bbox=[328, 601, 628, 630]
ad-mact bbox=[172, 1232, 322, 1532]
